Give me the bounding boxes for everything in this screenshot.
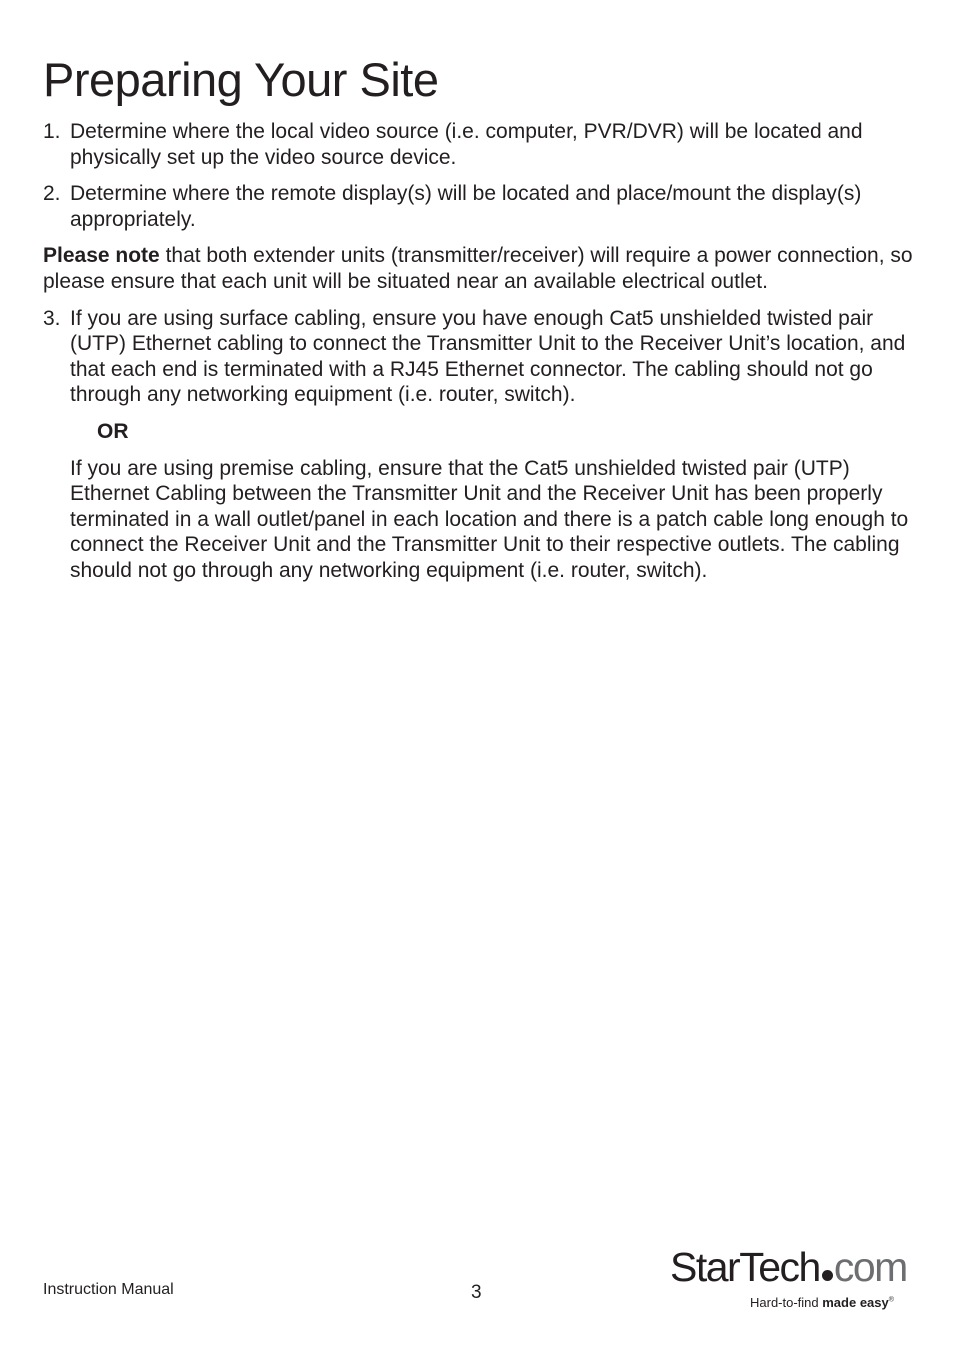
power-note	[43, 243, 923, 294]
logo-wordmark	[670, 1244, 907, 1290]
registered-mark: ®	[888, 1296, 894, 1304]
or-separator: OR	[97, 419, 129, 443]
logo-brand: StarTech	[670, 1244, 820, 1290]
note-label: Please note	[43, 244, 160, 268]
premise-cabling-paragraph: If you are using premise cabling, ensure that the Cat5 unshielded twisted pair (UTP) Ethernet Cabling between the Transmitter Unit and the Receiver Unit has been properly terminated in a wall outlet/panel in each location and there is a patch cable long enough to connect the Receiver Unit and the Transmitter Unit to their respective outlets. The cabling should not go through any networking equipment (i.e. router, switch).	[70, 456, 909, 582]
main-content	[43, 119, 923, 584]
list-item-number: 3.	[43, 306, 61, 330]
note-text: that both extender units (transmitter/receiver) will require a power connection, so please ensure that each unit will be situated near an available electrical outlet.	[43, 244, 913, 293]
tagline-bold: made easy	[822, 1295, 889, 1310]
page-title: Preparing Your Site	[43, 53, 439, 106]
page-number: 3	[471, 1282, 482, 1303]
list-item	[43, 119, 923, 170]
list-item-number: 1.	[43, 120, 61, 143]
list-item	[43, 306, 923, 408]
list-item-number: 2.	[43, 182, 61, 206]
startech-logo	[670, 1244, 910, 1316]
logo-dot-icon	[822, 1270, 833, 1281]
tagline-prefix: Hard-to-find	[750, 1295, 823, 1310]
list-item-text: Determine where the remote display(s) will be located and place/mount the display(s) appropriately.	[70, 182, 862, 231]
footer-manual-label: Instruction Manual	[43, 1281, 174, 1298]
list-item-text: Determine where the local video source (i.e. computer, PVR/DVR) will be located and physically set up the video source device.	[70, 120, 863, 169]
logo-tagline	[750, 1295, 894, 1310]
list-item	[43, 181, 923, 232]
logo-domain: com	[833, 1244, 907, 1290]
list-item-text: If you are using surface cabling, ensure you have enough Cat5 unshielded twisted pair (UTP) Ethernet cabling to connect the Transmitter Unit to the Receiver Unit’s location, and that each end is terminated with a RJ45 Ethernet connector. The cabling should not go through any networking equipment (i.e. router, switch).	[70, 306, 906, 407]
